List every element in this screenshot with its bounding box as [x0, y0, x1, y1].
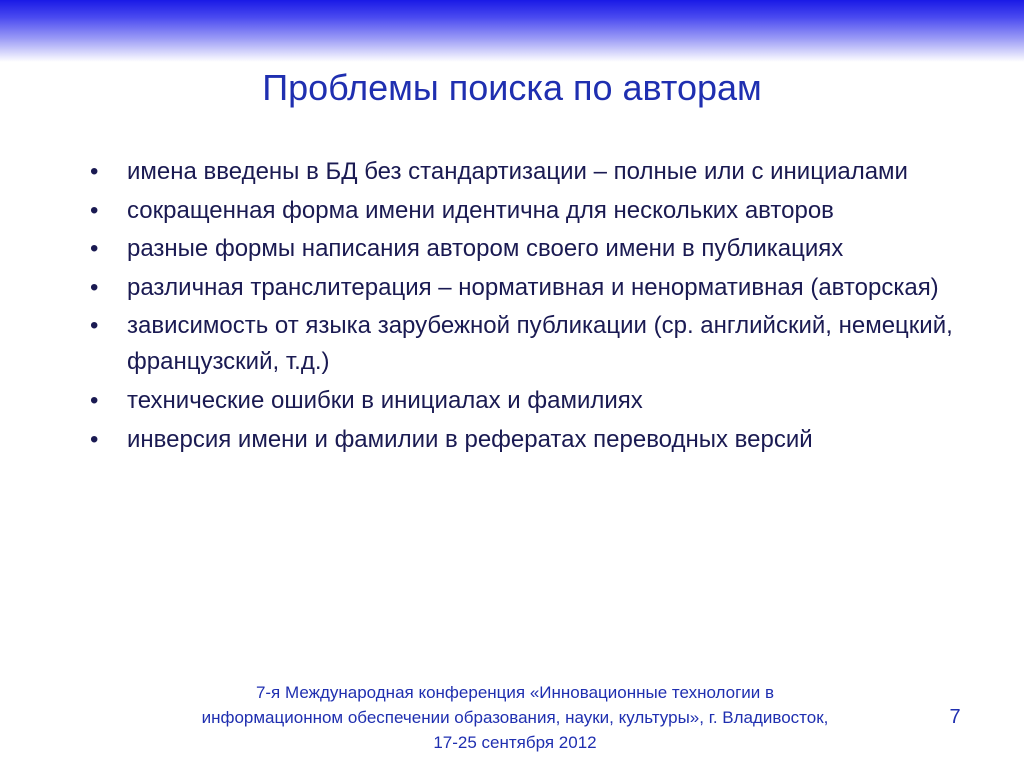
slide-title: Проблемы поиска по авторам	[262, 67, 762, 108]
footer-line-3: 17-25 сентября 2012	[433, 733, 597, 752]
bullet-icon: •	[90, 158, 99, 185]
bullet-text: разные формы написания автором своего имени в публикациях	[127, 235, 844, 263]
bullet-icon: •	[90, 273, 99, 301]
slide-footer	[120, 680, 910, 755]
bullet-icon: •	[90, 425, 99, 453]
bullet-item	[82, 193, 982, 229]
bullet-item	[82, 154, 982, 190]
bullet-icon: •	[90, 312, 99, 340]
bullet-icon: •	[90, 235, 99, 263]
bullet-item	[82, 383, 982, 419]
bullet-icon: •	[90, 386, 99, 414]
bullet-item	[82, 422, 982, 458]
top-gradient-band	[0, 0, 1024, 62]
footer-line-1: 7-я Международная конференция «Инновационные технологии в	[255, 683, 775, 702]
bullet-list	[82, 154, 982, 460]
bullet-item	[82, 308, 982, 380]
bullet-text: инверсия имени и фамилии в рефератах переводных версий	[127, 425, 813, 453]
bullet-text: имена введены в БД без стандартизации – полные или с инициалами	[127, 158, 908, 185]
bullet-item	[82, 270, 982, 306]
bullet-text: технические ошибки в инициалах и фамилиях	[127, 386, 643, 414]
bullet-text: зависимость от языка зарубежной публикации (ср. английский, немецкий, французский, т.д.)	[127, 312, 953, 376]
page-number: 7	[949, 706, 961, 728]
bullet-text: различная транслитерация – нормативная и ненормативная (авторская)	[127, 273, 939, 301]
bullet-icon: •	[90, 196, 99, 224]
bullet-text: сокращенная форма имени идентична для нескольких авторов	[127, 196, 834, 224]
bullet-item	[82, 231, 982, 267]
footer-line-2: информационном обеспечении образования, науки, культуры», г. Владивосток,	[201, 708, 829, 727]
